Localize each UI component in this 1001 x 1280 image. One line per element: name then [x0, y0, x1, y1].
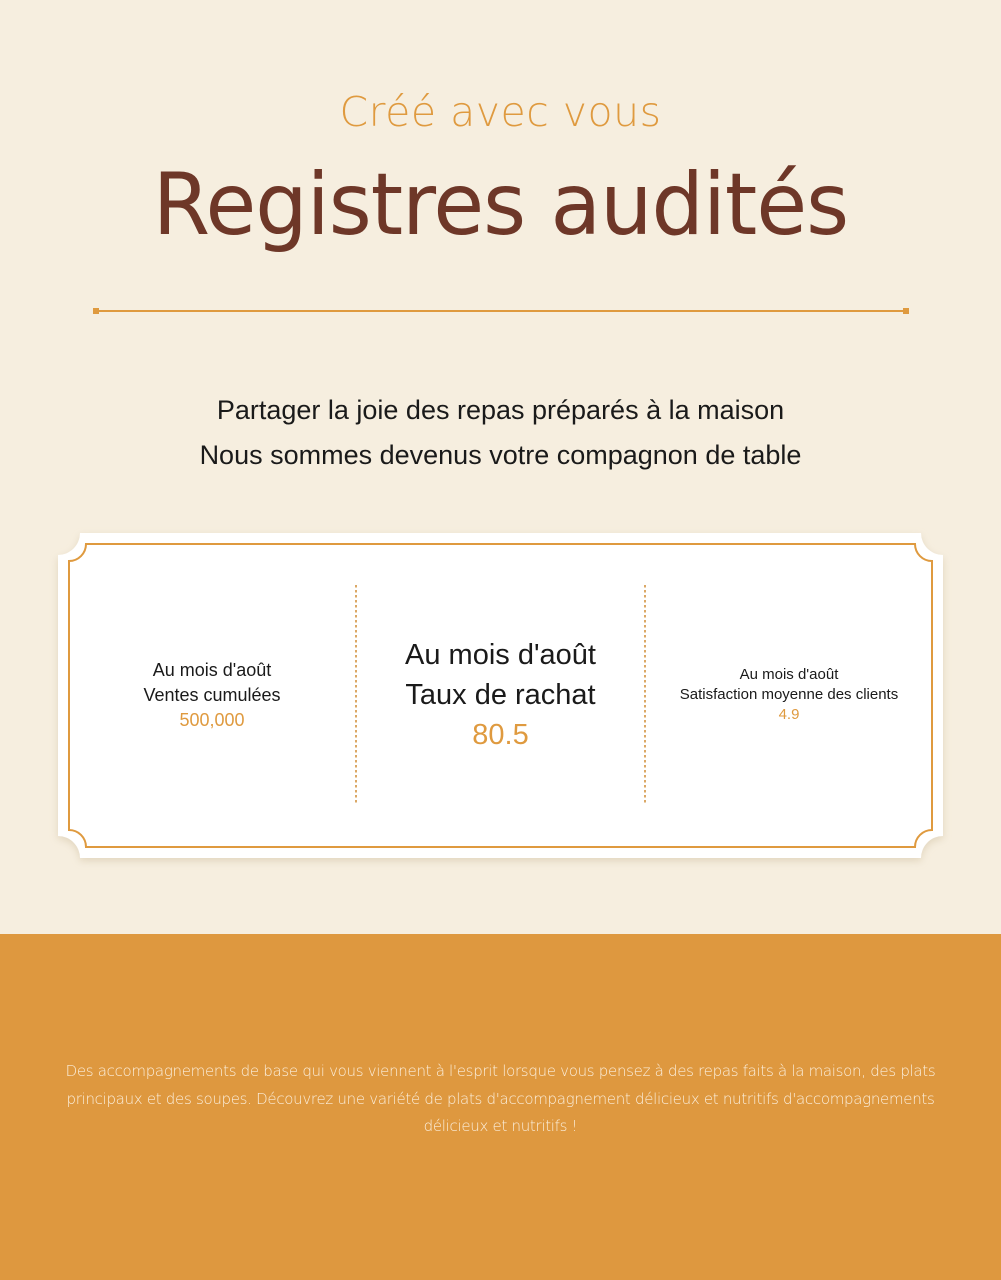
stat-period: Au mois d'août: [152, 659, 272, 680]
tagline-line-1: Partager la joie des repas préparés à la maison: [216, 395, 785, 425]
stat-value: 80.5: [472, 719, 529, 751]
stat-value: 4.9: [778, 706, 800, 723]
stat-label: Satisfaction moyenne des clients: [679, 686, 899, 703]
page-title: Registres audités: [152, 155, 849, 255]
stat-label: Taux de rachat: [405, 679, 596, 711]
stat-cumulative-sales: [68, 585, 356, 805]
stat-value: 500,000: [179, 709, 245, 730]
stat-customer-satisfaction: [645, 585, 933, 805]
tagline: [0, 388, 1001, 478]
footer-description: Des accompagnements de base qui vous viennent à l'esprit lorsque vous pensez à des repas faits à la maison, des plats principaux et des soupes. Découvrez une variété de plats d'accompagnement délicieux et nutritifs d'accompagnements délicieux et nutritifs !: [65, 1062, 936, 1135]
stat-period: Au mois d'août: [405, 639, 596, 671]
stat-label: Ventes cumulées: [143, 684, 281, 705]
stat-period: Au mois d'août: [739, 666, 839, 683]
stat-repurchase-rate: [356, 585, 645, 805]
hero-subtitle: Créé avec vous: [339, 88, 662, 136]
stats-card: [58, 533, 943, 858]
title-divider: [95, 310, 907, 312]
tagline-line-2: Nous sommes devenus votre compagnon de table: [199, 440, 802, 470]
footer-section: [0, 934, 1001, 1280]
